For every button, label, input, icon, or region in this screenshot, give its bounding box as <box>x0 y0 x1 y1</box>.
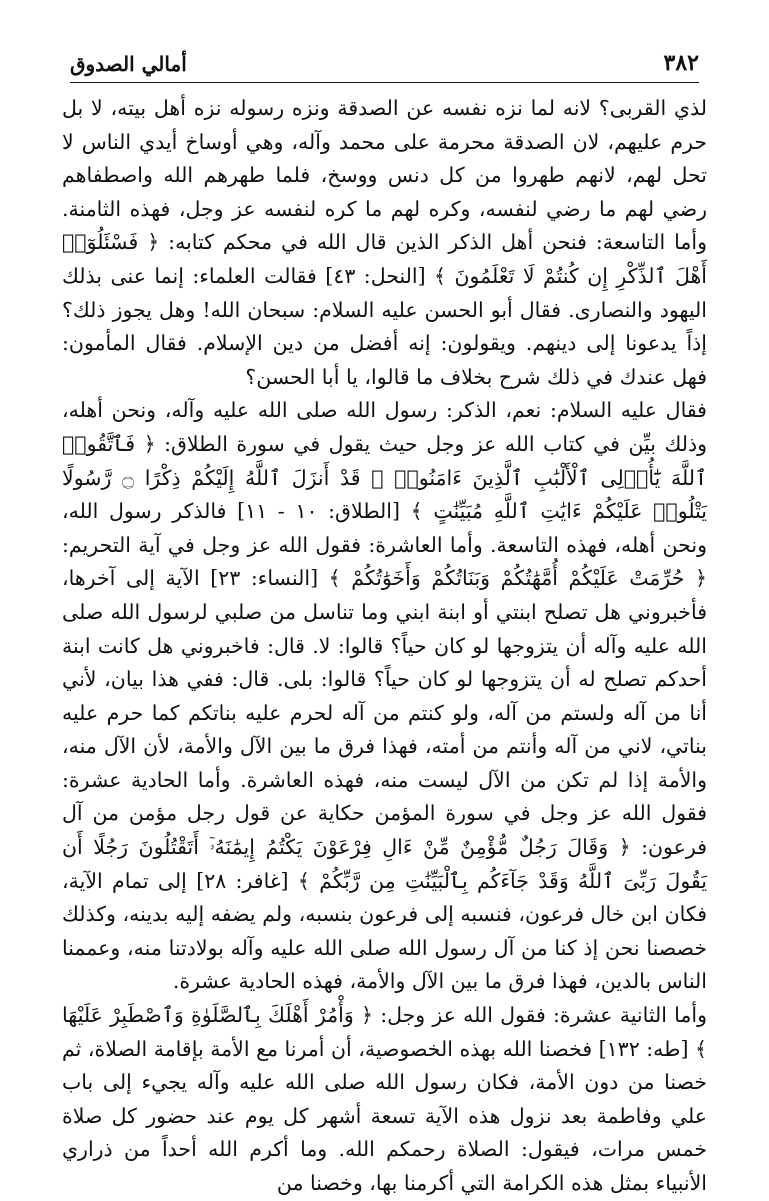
paragraph: لذي القربى؟ لانه لما نزه نفسه عن الصدقة ونزه رسوله نزه أهل بيته، لا بل حرم عليهم، لان الصدقة محرمة على محمد وآله، وهي أوساخ أيدي الناس لا تحل لهم، لانهم طهروا من كل دنس ووسخ، فلما طهرهم الله واصطفاهم رضي لهم ما رضي لنفسه، وكره لهم ما كره لنفسه عز وجل، فهذه الثامنة. وأما التاسعة: فنحن أهل الذكر الذين قال الله في محكم كتابه: ﴿ فَسْئَلُوٓا۟ أَهْلَ ٱلذِّكْرِ إِن كُنتُمْ لَا تَعْلَمُونَ ﴾ [النحل: ٤٣] فقالت العلماء: إنما عنى بذلك اليهود والنصارى. فقال أبو الحسن عليه السلام: سبحان الله! وهل يجوز ذلك؟ إذاً يدعونا إلى دينهم. ويقولون: إنه أفضل من دين الإسلام. فقال المأمون: فهل عندك في ذلك شرح بخلاف ما قالوا، يا أبا الحسن؟ <box>62 96 707 389</box>
paragraph: فقال عليه السلام: نعم، الذكر: رسول الله صلى الله عليه وآله، ونحن أهله، وذلك بيِّن في كتاب الله عز وجل حيث يقول في سورة الطلاق: ﴿ فَٱتَّقُوا۟ ٱللَّهَ يَٰٓأُو۟لِى ٱلْأَلْبَٰبِ ٱلَّذِينَ ءَامَنُوا۟ ۚ قَدْ أَنزَلَ ٱللَّهُ إِلَيْكُمْ ذِكْرًا ۝ رَّسُولًا يَتْلُوا۟ عَلَيْكُمْ ءَايَٰتِ ٱللَّهِ مُبَيِّنَٰتٍ ﴾ [الطلاق: ١٠ - ١١] فالذكر رسول الله، ونحن أهله، فهذه التاسعة. وأما العاشرة: فقول الله عز وجل في آية التحريم: ﴿ حُرِّمَتْ عَلَيْكُمْ أُمَّهَٰتُكُمْ وَبَنَاتُكُمْ وَأَخَوَٰتُكُمْ ﴾ [النساء: ٢٣] الآية إلى آخرها، فأخبروني هل تصلح ابنتي أو ابنة ابني وما تناسل من صلبي لرسول الله صلى الله عليه وآله أن يتزوجها لو كان حياً؟ قالوا: لا. قال: فاخبروني هل كانت ابنة أحدكم تصلح له أن يتزوجها لو كان حياً؟ قالوا: بلى. قال: ففي هذا بيان، لأني أنا من آله ولستم من آله، ولو كنتم من آله لحرم عليه بناتكم كما حرم عليه بناتي، لاني من آله وأنتم من أمته، فهذا فرق ما بين الآل والأمة، لأن الآل منه، والأمة إذا لم تكن من الآل ليست منه، فهذه العاشرة. وأما الحادية عشرة: فقول الله عز وجل في سورة المؤمن حكاية عن قول رجل مؤمن من آل فرعون: ﴿ وَقَالَ رَجُلٌ مُّؤْمِنٌ مِّنْ ءَالِ فِرْعَوْنَ يَكْتُمُ إِيمَٰنَهُۥٓ أَتَقْتُلُونَ رَجُلًا أَن يَقُولَ رَبِّىَ ٱللَّهُ وَقَدْ جَآءَكُم بِٱلْبَيِّنَٰتِ مِن رَّبِّكُمْ ﴾ [غافر: ٢٨] إلى تمام الآية، فكان ابن خال فرعون، فنسبه إلى فرعون بنسبه، ولم يضفه إليه بدينه، وكذلك خصصنا نحن إذ كنا من آل رسول الله صلى الله عليه وآله بولادتنا منه، وعممنا الناس بالدين، فهذا فرق ما بين الآل والأمة، فهذه الحادية عشرة. <box>62 398 708 994</box>
book-title: أمالي الصدوق <box>70 52 187 76</box>
paragraph: وأما الثانية عشرة: فقول الله عز وجل: ﴿ وَأْمُرْ أَهْلَكَ بِٱلصَّلَوٰةِ وَٱصْطَبِرْ عَلَيْهَا ﴾ [طه: ١٣٢] فخصنا الله بهذه الخصوصية، أن أمرنا مع الأمة بإقامة الصلاة، ثم خصنا من دون الأمة، فكان رسول الله صلى الله عليه وآله يجيء إلى باب علي وفاطمة بعد نزول هذه الآية تسعة أشهر كل يوم عند حضور كل صلاة خمس مرات، فيقول: الصلاة رحمكم الله. وما أكرم الله أحداً من ذراري الأنبياء بمثل هذه الكرامة التي أكرمنا بها، وخصنا من <box>62 1003 707 1195</box>
page-header <box>70 40 699 80</box>
page-number: ٣٨٢ <box>663 50 699 76</box>
body-text <box>62 92 708 1195</box>
header-divider <box>70 82 699 83</box>
